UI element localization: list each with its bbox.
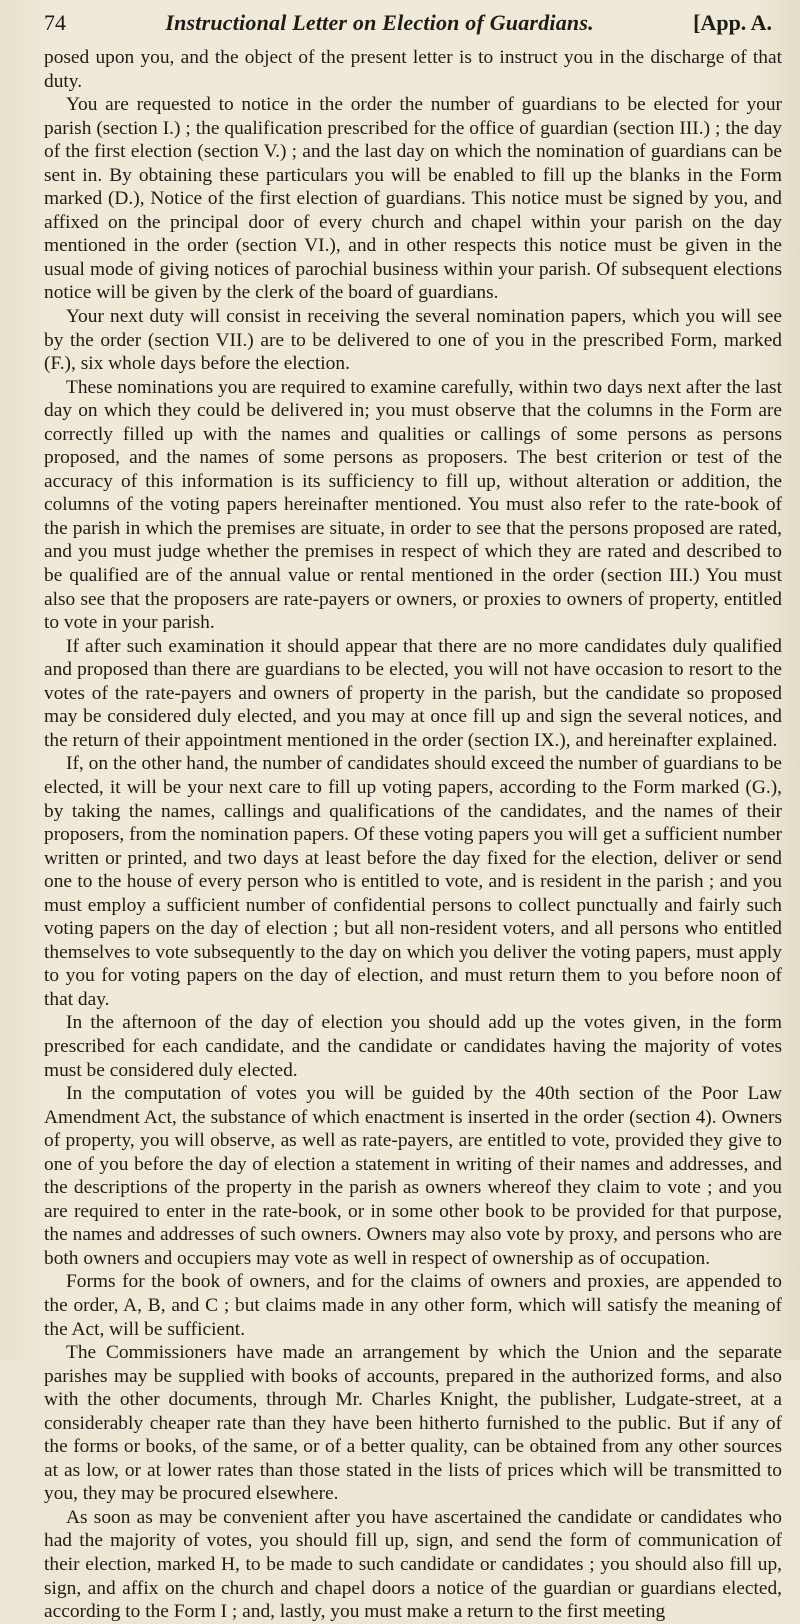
paragraph: Your next duty will consist in receiving the several nomination papers, which you will see by the order (section VII.) are to be delivered to one of you in the prescribed Form, marked (F.), six whole days before the election. [44, 306, 782, 375]
paragraph: In the afternoon of the day of election you should add up the votes given, in the form prescribed for each candidate, and the candidate or candidates having the majority of votes must be considered duly elected. [44, 1012, 782, 1081]
paragraph: These nominations you are required to examine carefully, within two days next after the last day on which they could be delivered in; you must observe that the columns in the Form are correctly filled up with the names and qualities or callings of some persons as persons proposed, and the names of some persons as proposers. The best criterion or test of the accuracy of this information is its sufficiency to fill up, without alteration or addition, the columns of the voting papers hereinafter mentioned. You must also refer to the rate-book of the parish in which the premises are situate, in order to see that the persons proposed are rated, and you must judge whether the premises in respect of which they are rated and described to be qualified are of the annual value or rental mentioned in the order (section III.) You must also see that the proposers are rate-payers or owners, or proxies to owners of property, entitled to vote in your parish. [44, 376, 782, 634]
running-title: Instructional Letter on Election of Guardians. [165, 10, 594, 35]
paragraph: As soon as may be convenient after you have ascertained the candidate or candidates who had the majority of votes, you should fill up, sign, and send the form of communication of their election, marked H, to be made to such candidate or candidates ; you should also fill up, sign, and affix on the church and chapel doors a notice of the guardian or guardians elected, according to the Form I ; and, lastly, you must make a return to the first meeting [44, 1506, 782, 1623]
paragraph: In the computation of votes you will be guided by the 40th section of the Poor Law Amendment Act, the substance of which enactment is inserted in the order (section 4). Owners of property, you will observe, as well as rate-payers, are entitled to vote, provided they give to one of you before the day of election a statement in writing of their names and addresses, and the descriptions of the property in the parish as owners whereof they claim to vote ; and you are required to enter in the rate-book, or in some other book to be provided for that purpose, the names and addresses of such owners. Owners may also vote by proxy, and persons who are both owners and occupiers may vote as well in respect of ownership as of occupation. [44, 1083, 782, 1269]
paragraph: You are requested to notice in the order the number of guardians to be elected for your parish (section I.) ; the qualification prescribed for the office of guardian (section III.) ; the day of the first election (section V.) ; and the last day on which the nomination of guardians can be sent in. By obtaining these particulars you will be enabled to fill up the blanks in the Form marked (D.), Notice of the first election of guardians. This notice must be signed by you, and affixed on the principal door of every church and chapel within your parish on the day mentioned in the order (section VI.), and in other respects this notice must be given in the usual mode of giving notices of parochial business within your parish. Of subsequent elections notice will be given by the clerk of the board of guardians. [44, 94, 782, 304]
paragraph: posed upon you, and the object of the present letter is to instruct you in the discharge of that duty. [44, 47, 782, 92]
running-header [44, 10, 788, 46]
appendix-label: [App. A. [693, 10, 772, 35]
paragraph: Forms for the book of owners, and for the claims of owners and proxies, are appended to the order, A, B, and C ; but claims made in any other form, which will satisfy the meaning of the Act, will be sufficient. [44, 1271, 782, 1340]
paragraph: If, on the other hand, the number of candidates should exceed the number of guardians to be elected, it will be your next care to fill up voting papers, according to the Form marked (G.), by taking the names, callings and qualifications of the candidates, and the names of their proposers, from the nomination papers. Of these voting papers you will get a sufficient number written or printed, and two days at least before the day fixed for the election, deliver or send one to the house of every person who is entitled to vote, and is resident in the parish ; and you must employ a sufficient number of confidential persons to collect punctually and fairly such voting papers on the day of election ; but all non-resident voters, and all persons who entitled themselves to vote subsequently to the day on which you deliver the voting papers, must apply to you for voting papers on the day of election, and must return them to you before noon of that day. [44, 753, 782, 1010]
paragraph: The Commissioners have made an arrangement by which the Union and the separate parishes may be supplied with books of accounts, prepared in the authorized forms, and also with the other documents, through Mr. Charles Knight, the publisher, Ludgate-street, at a considerably cheaper rate than they have been hitherto furnished to the public. But if any of the forms or books, of the same, or of a better quality, can be obtained from any other sources at as low, or at lower rates than those stated in the lists of prices which will be transmitted to you, they may be procured elsewhere. [44, 1342, 782, 1505]
page-number: 74 [44, 10, 66, 35]
body-text [44, 46, 788, 1624]
paragraph: If after such examination it should appear that there are no more candidates duly qualified and proposed than there are guardians to be elected, you will not have occasion to resort to the votes of the rate-payers and owners of property in the parish, but the candidate so proposed may be considered duly elected, and you may at once fill up and sign the several notices, and the return of their appointment mentioned in the order (section IX.), and hereinafter explained. [44, 635, 782, 751]
